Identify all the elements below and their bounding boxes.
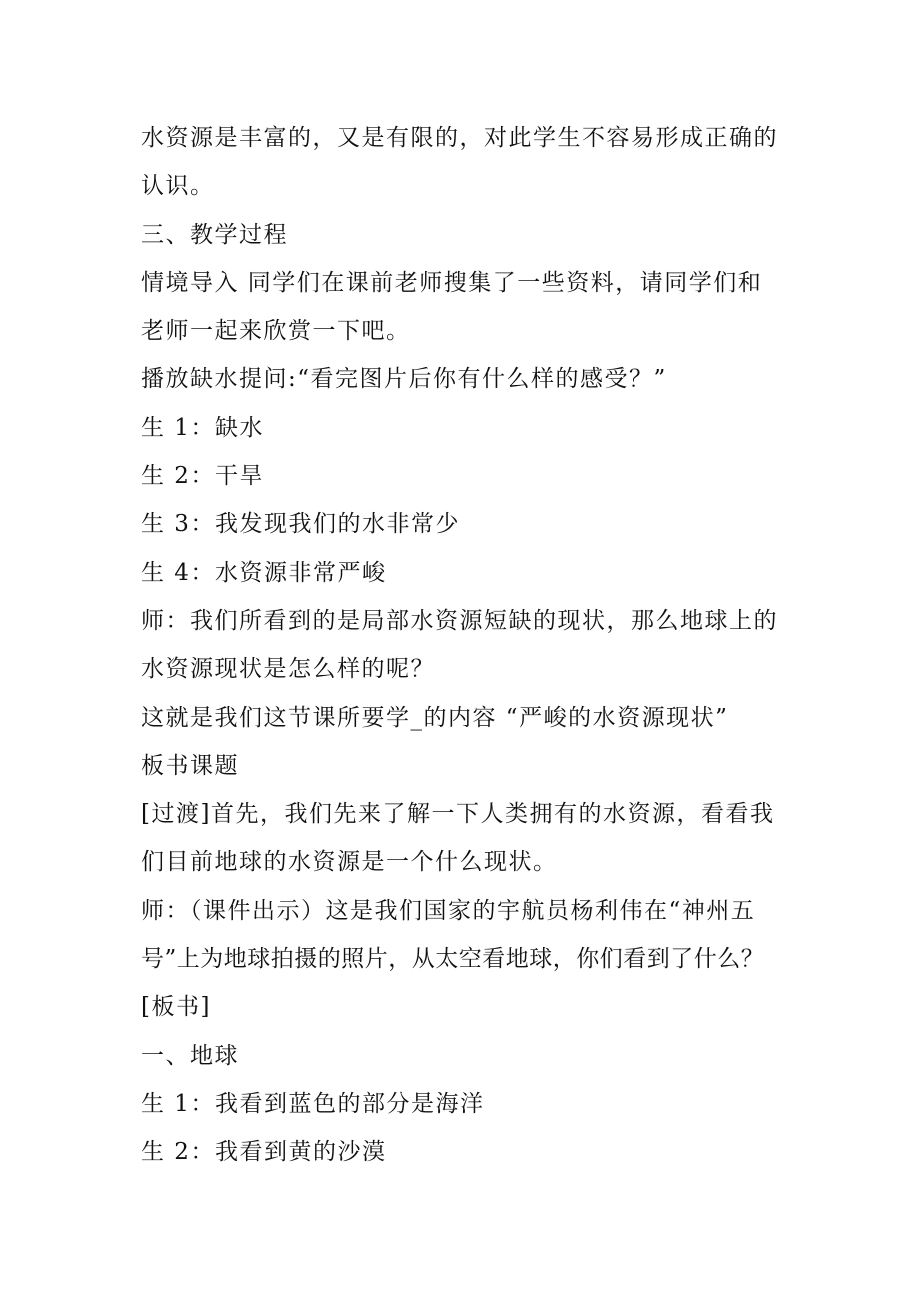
text-line: 水资源是丰富的，又是有限的，对此学生不容易形成正确的 xyxy=(141,125,778,151)
text-line: 认识。 xyxy=(141,173,215,200)
text-line: 号”上为地球拍摄的照片，从太空看地球，你们看到了什么？ xyxy=(141,946,765,973)
text-line: 们目前地球的水资源是一个什么现状。 xyxy=(141,849,558,876)
student-answer: 生 4：水资源非常严峻 xyxy=(141,559,387,586)
section-heading: 三、教学过程 xyxy=(141,221,288,248)
student-answer: 生 3：我发现我们的水非常少 xyxy=(141,511,460,538)
text-line: [板书] xyxy=(141,994,211,1021)
text-line: 水资源现状是怎么样的呢？ xyxy=(141,656,435,683)
student-answer: 生 2：我看到黄的沙漠 xyxy=(141,1139,387,1166)
section-heading: 一、地球 xyxy=(141,1042,239,1069)
text-line: 这就是我们这节课所要学_的内容 “严峻的水资源现状” xyxy=(141,704,729,731)
text-line: 板书课题 xyxy=(141,752,239,779)
student-answer: 生 2：干旱 xyxy=(141,463,264,490)
text-line: 情境导入 同学们在课前老师搜集了一些资料，请同学们和 xyxy=(141,269,763,296)
text-line: [过渡]首先，我们先来了解一下人类拥有的水资源，看看我 xyxy=(141,801,775,828)
text-line: 师：我们所看到的是局部水资源短缺的现状，那么地球上的 xyxy=(141,607,778,634)
text-line: 老师一起来欣赏一下吧。 xyxy=(141,318,411,345)
student-answer: 生 1：缺水 xyxy=(141,414,264,441)
document-body xyxy=(141,114,791,1177)
text-line: 播放缺水提问:“看完图片后你有什么样的感受？” xyxy=(141,366,667,393)
text-line: 师：（课件出示）这是我们国家的宇航员杨利伟在“神州五 xyxy=(141,897,756,924)
student-answer: 生 1：我看到蓝色的部分是海洋 xyxy=(141,1090,485,1117)
